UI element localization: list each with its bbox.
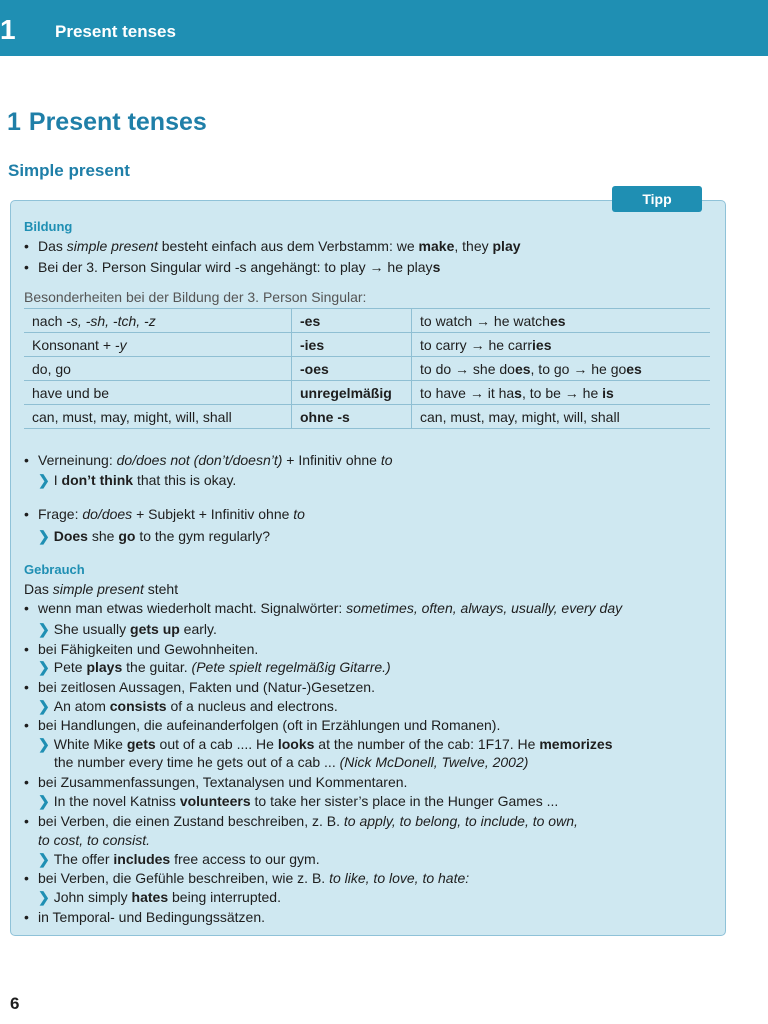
chapter-title [7, 108, 207, 137]
usage-state-verbs-continued: to cost, to consist. [38, 832, 151, 848]
usage-abilities-example: ❯ Pete plays the guitar. (Pete spielt regelmäßig Gitarre.) [38, 659, 391, 675]
bildung-bullet-1: • Das simple present besteht einfach aus dem Verbstamm: we make, they play [38, 237, 521, 255]
usage-state-verbs: • bei Verben, die einen Zustand beschreiben, z. B. to apply, to belong, to include, to own, [38, 812, 578, 830]
gebrauch-intro: Das simple present steht [24, 581, 179, 597]
bildung-heading: Bildung [24, 219, 73, 234]
tipp-tab: Tipp [612, 186, 702, 212]
section-title: Simple present [8, 161, 130, 180]
chevron-right-icon: ❯ [38, 736, 50, 752]
chapter-title-text: Present tenses [28, 108, 207, 136]
usage-feeling-verbs: • bei Verben, die Gefühle beschreiben, wie z. B. to like, to love, to hate: [38, 869, 469, 887]
usage-facts-example: ❯ An atom consists of a nucleus and electrons. [38, 698, 338, 714]
table-row: nach -s, -sh, -tch, -z -es to watch → he watches [24, 309, 710, 333]
chevron-right-icon: ❯ [38, 793, 50, 809]
table-intro: Besonderheiten bei der Bildung der 3. Person Singular: [24, 289, 367, 305]
chevron-right-icon: ❯ [38, 472, 50, 488]
table-row: have und be unregelmäßig to have → it has, to be → he is [24, 381, 710, 405]
usage-clauses: • in Temporal- und Bedingungssätzen. [38, 908, 265, 926]
table-row: do, go -oes to do → she does, to go → he goes [24, 357, 710, 381]
usage-facts: • bei zeitlosen Aussagen, Fakten und (Natur-)Gesetzen. [38, 678, 375, 696]
chevron-right-icon: ❯ [38, 621, 50, 637]
gebrauch-heading: Gebrauch [24, 562, 85, 577]
chevron-right-icon: ❯ [38, 889, 50, 905]
header-bar [0, 0, 768, 56]
question-rule: • Frage: do/does + Subjekt + Infinitiv ohne to [38, 505, 305, 523]
negation-example: ❯ I don’t think that this is okay. [38, 472, 237, 488]
page-number: 6 [10, 994, 20, 1013]
chevron-right-icon: ❯ [38, 528, 50, 544]
usage-sequence-example-1: ❯ White Mike gets out of a cab .... He looks at the number of the cab: 1F17. He memorizes [38, 736, 613, 752]
usage-summaries: • bei Zusammenfassungen, Textanalysen und Kommentaren. [38, 773, 407, 791]
bildung-bullet-2: • Bei der 3. Person Singular wird -s angehängt: to play → he plays [38, 258, 440, 276]
chevron-right-icon: ❯ [38, 659, 50, 675]
question-example: ❯ Does she go to the gym regularly? [38, 528, 271, 544]
negation-rule: • Verneinung: do/does not (don’t/doesn’t) + Infinitiv ohne to [38, 451, 393, 469]
usage-feeling-verbs-example: ❯ John simply hates being interrupted. [38, 889, 281, 905]
usage-summaries-example: ❯ In the novel Katniss volunteers to take her sister’s place in the Hunger Games ... [38, 793, 559, 809]
usage-repeated: • wenn man etwas wiederholt macht. Signalwörter: sometimes, often, always, usually, every day [38, 599, 622, 617]
usage-state-verbs-example: ❯ The offer includes free access to our gym. [38, 851, 320, 867]
chevron-right-icon: ❯ [38, 851, 50, 867]
table-row: Konsonant + -y -ies to carry → he carries [24, 333, 710, 357]
usage-repeated-example: ❯ She usually gets up early. [38, 621, 217, 637]
third-person-table [24, 308, 710, 429]
usage-sequence-example-2: the number every time he gets out of a cab ... (Nick McDonell, Twelve, 2002) [54, 754, 529, 770]
usage-abilities: • bei Fähigkeiten und Gewohnheiten. [38, 640, 258, 658]
chevron-right-icon: ❯ [38, 698, 50, 714]
usage-sequence: • bei Handlungen, die aufeinanderfolgen (oft in Erzählungen und Romanen). [38, 716, 500, 734]
table-row: can, must, may, might, will, shall ohne -s can, must, may, might, will, shall [24, 405, 710, 429]
header-title: Present tenses [55, 22, 176, 41]
chapter-number: 1 [7, 108, 21, 136]
header-chapter-number: 1 [0, 14, 16, 45]
